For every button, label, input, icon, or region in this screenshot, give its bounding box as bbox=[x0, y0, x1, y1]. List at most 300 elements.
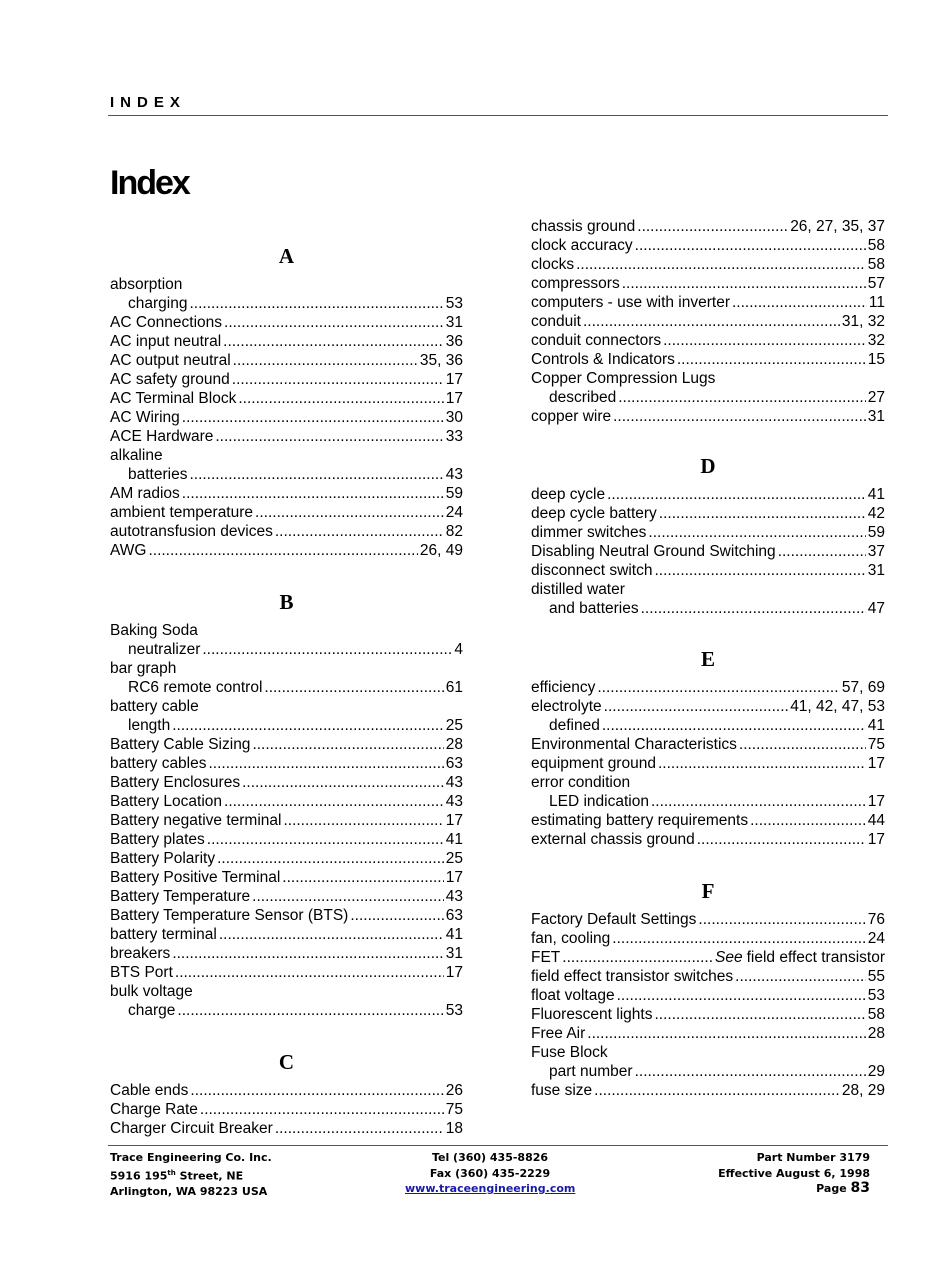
dot-leader bbox=[252, 887, 444, 906]
page-number: Page 83 bbox=[816, 1180, 870, 1196]
dot-leader bbox=[607, 485, 866, 504]
index-entry bbox=[531, 1081, 885, 1100]
index-term: LED indication bbox=[549, 793, 649, 810]
index-term: Fluorescent lights bbox=[531, 1006, 653, 1023]
index-term: Free Air bbox=[531, 1025, 586, 1042]
index-section-c bbox=[110, 1046, 463, 1138]
index-term: battery cable bbox=[110, 698, 199, 715]
fax: Fax (360) 435-2229 bbox=[429, 1166, 551, 1180]
index-entry bbox=[110, 522, 463, 541]
page-references: 58 bbox=[867, 1006, 885, 1023]
index-subentry bbox=[110, 716, 463, 735]
page-references: 53 bbox=[445, 295, 463, 312]
index-entry bbox=[531, 929, 885, 948]
index-term: Battery Location bbox=[110, 793, 223, 810]
page-references: 63 bbox=[445, 755, 463, 772]
index-entry bbox=[531, 407, 885, 426]
dot-leader bbox=[637, 217, 788, 236]
page-references: 47 bbox=[867, 600, 885, 617]
index-entry bbox=[110, 982, 463, 1001]
page-references: 37 bbox=[867, 543, 885, 560]
page-references: 17 bbox=[445, 812, 463, 829]
page-references: 24 bbox=[445, 504, 463, 521]
index-entry bbox=[110, 1119, 463, 1138]
index-section-a bbox=[110, 240, 463, 560]
page-references: 41 bbox=[445, 831, 463, 848]
dot-leader bbox=[562, 948, 713, 967]
page-references: 11 bbox=[868, 294, 885, 311]
dot-leader bbox=[232, 370, 444, 389]
dot-leader bbox=[604, 697, 789, 716]
index-entry bbox=[531, 580, 885, 599]
page-references: 44 bbox=[867, 812, 885, 829]
index-entry bbox=[531, 504, 885, 523]
index-entry bbox=[110, 332, 463, 351]
index-entry bbox=[110, 811, 463, 830]
dot-leader bbox=[189, 294, 443, 313]
dot-leader bbox=[622, 274, 866, 293]
index-entry bbox=[110, 275, 463, 294]
page-references: 61 bbox=[445, 679, 463, 696]
telephone: Tel (360) 435-8826 bbox=[431, 1151, 549, 1164]
index-entry bbox=[531, 350, 885, 369]
page-references: 4 bbox=[454, 641, 463, 658]
page-references: 82 bbox=[445, 523, 463, 540]
index-term: estimating battery requirements bbox=[531, 812, 749, 829]
dot-leader bbox=[677, 350, 866, 369]
dot-leader bbox=[732, 293, 867, 312]
index-term: BTS Port bbox=[110, 964, 173, 981]
index-term: dimmer switches bbox=[531, 524, 647, 541]
footer-contact bbox=[405, 1150, 575, 1197]
index-term: clocks bbox=[531, 256, 575, 273]
website-link[interactable]: www.traceengineering.com bbox=[405, 1182, 576, 1195]
footer-address bbox=[110, 1150, 272, 1199]
index-term: deep cycle bbox=[531, 486, 606, 503]
page-references: 25 bbox=[445, 850, 463, 867]
index-term: Battery Enclosures bbox=[110, 774, 241, 791]
dot-leader bbox=[233, 351, 418, 370]
index-subentry bbox=[531, 388, 885, 407]
index-entry bbox=[110, 351, 463, 370]
index-entry bbox=[531, 542, 885, 561]
dot-leader bbox=[613, 407, 866, 426]
index-term: AC Terminal Block bbox=[110, 390, 237, 407]
index-subentry bbox=[110, 465, 463, 484]
index-entry bbox=[531, 369, 885, 388]
index-term: chassis ground bbox=[531, 218, 636, 235]
index-entry bbox=[110, 773, 463, 792]
effective-date: Effective August 6, 1998 bbox=[718, 1166, 870, 1180]
index-section-continued bbox=[531, 217, 885, 426]
page-references: 17 bbox=[445, 390, 463, 407]
page-references: 57 bbox=[867, 275, 885, 292]
index-section-f bbox=[531, 875, 885, 1100]
footer-doc-info bbox=[718, 1150, 870, 1197]
index-term: deep cycle battery bbox=[531, 505, 657, 522]
page-references: 31 bbox=[445, 314, 463, 331]
dot-leader bbox=[612, 929, 865, 948]
index-entry bbox=[531, 312, 885, 331]
page-references: 33 bbox=[445, 428, 463, 445]
dot-leader bbox=[172, 716, 444, 735]
dot-leader bbox=[641, 599, 866, 618]
index-term: bulk voltage bbox=[110, 983, 193, 1000]
index-subentry bbox=[110, 678, 463, 697]
dot-leader bbox=[275, 522, 444, 541]
index-entry bbox=[531, 811, 885, 830]
dot-leader bbox=[242, 773, 444, 792]
index-entry bbox=[531, 1043, 885, 1062]
index-term: FET bbox=[531, 949, 561, 966]
page-references: 28 bbox=[867, 1025, 885, 1042]
page-references: 58 bbox=[867, 237, 885, 254]
index-entry bbox=[531, 948, 885, 967]
page-references: 59 bbox=[445, 485, 463, 502]
index-entry bbox=[110, 925, 463, 944]
page-references: 17 bbox=[445, 964, 463, 981]
index-subentry bbox=[110, 1001, 463, 1020]
index-entry bbox=[531, 274, 885, 293]
section-letter-heading: A bbox=[278, 244, 295, 268]
index-entry bbox=[531, 678, 885, 697]
dot-leader bbox=[255, 503, 444, 522]
dot-leader bbox=[617, 986, 866, 1005]
index-entry bbox=[110, 868, 463, 887]
index-entry bbox=[531, 255, 885, 274]
index-term: ACE Hardware bbox=[110, 428, 214, 445]
dot-leader bbox=[224, 792, 444, 811]
page-references: 76 bbox=[867, 911, 885, 928]
index-entry bbox=[531, 331, 885, 350]
dot-leader bbox=[282, 868, 443, 887]
page-references: 53 bbox=[867, 987, 885, 1004]
dot-leader bbox=[576, 255, 866, 274]
index-term: battery cables bbox=[110, 755, 207, 772]
page-references: 28 bbox=[445, 736, 463, 753]
index-entry bbox=[531, 293, 885, 312]
dot-leader bbox=[215, 427, 443, 446]
dot-leader bbox=[778, 542, 866, 561]
index-entry bbox=[531, 236, 885, 255]
page-references: 41 bbox=[867, 717, 885, 734]
page-references: 24 bbox=[867, 930, 885, 947]
index-entry bbox=[110, 389, 463, 408]
page-references: 43 bbox=[445, 888, 463, 905]
index-term: Battery Temperature bbox=[110, 888, 251, 905]
index-term: compressors bbox=[531, 275, 620, 292]
index-term: disconnect switch bbox=[531, 562, 653, 579]
index-entry bbox=[531, 217, 885, 236]
index-entry bbox=[110, 944, 463, 963]
index-entry bbox=[110, 659, 463, 678]
page-references: 75 bbox=[867, 736, 885, 753]
page-references: 57, 69 bbox=[841, 679, 885, 696]
index-term: defined bbox=[549, 717, 600, 734]
index-entry bbox=[531, 561, 885, 580]
index-section-d bbox=[531, 450, 885, 618]
index-term: charging bbox=[128, 295, 188, 312]
index-term: conduit bbox=[531, 313, 581, 330]
index-entry bbox=[110, 849, 463, 868]
dot-leader bbox=[651, 792, 866, 811]
page-references: 53 bbox=[445, 1002, 463, 1019]
section-letter-heading: F bbox=[701, 879, 715, 903]
dot-leader bbox=[663, 331, 866, 350]
index-term: charge bbox=[128, 1002, 176, 1019]
index-entry bbox=[531, 986, 885, 1005]
dot-leader bbox=[252, 735, 443, 754]
index-entry bbox=[110, 427, 463, 446]
index-term: Battery Cable Sizing bbox=[110, 736, 251, 753]
index-term: alkaline bbox=[110, 447, 163, 464]
index-term: part number bbox=[549, 1063, 633, 1080]
index-entry bbox=[110, 370, 463, 389]
index-entry bbox=[110, 963, 463, 982]
footer-divider bbox=[108, 1145, 888, 1146]
index-term: batteries bbox=[128, 466, 188, 483]
index-term: external chassis ground bbox=[531, 831, 695, 848]
dot-leader bbox=[739, 735, 866, 754]
page-references: 30 bbox=[445, 409, 463, 426]
dot-leader bbox=[698, 910, 865, 929]
page-references: 28, 29 bbox=[841, 1082, 885, 1099]
index-term: computers - use with inverter bbox=[531, 294, 730, 311]
section-letter-heading: E bbox=[700, 647, 715, 671]
index-entry bbox=[531, 910, 885, 929]
section-letter-heading: B bbox=[279, 590, 294, 614]
dot-leader bbox=[172, 944, 443, 963]
dot-leader bbox=[202, 640, 452, 659]
index-entry bbox=[531, 773, 885, 792]
index-entry bbox=[110, 887, 463, 906]
index-term: Controls & Indicators bbox=[531, 351, 675, 368]
index-term: autotransfusion devices bbox=[110, 523, 273, 540]
index-entry bbox=[531, 830, 885, 849]
index-term: conduit connectors bbox=[531, 332, 662, 349]
page-references: 41, 42, 47, 53 bbox=[790, 698, 885, 715]
section-header-label: INDEX bbox=[110, 94, 186, 111]
index-entry bbox=[110, 830, 463, 849]
index-term: AM radios bbox=[110, 485, 180, 502]
dot-leader bbox=[658, 754, 866, 773]
index-section-e bbox=[531, 643, 885, 849]
dot-leader bbox=[200, 1100, 444, 1119]
index-term: AC Wiring bbox=[110, 409, 180, 426]
index-entry bbox=[110, 735, 463, 754]
index-term: Charger Circuit Breaker bbox=[110, 1120, 273, 1137]
dot-leader bbox=[350, 906, 443, 925]
page-references: 17 bbox=[445, 869, 463, 886]
index-term: Copper Compression Lugs bbox=[531, 370, 716, 387]
page-references: 17 bbox=[867, 793, 885, 810]
index-term: Battery negative terminal bbox=[110, 812, 282, 829]
index-entry bbox=[531, 735, 885, 754]
dot-leader bbox=[735, 967, 866, 986]
index-entry bbox=[531, 754, 885, 773]
index-entry bbox=[110, 754, 463, 773]
page-references: 26 bbox=[445, 1082, 463, 1099]
index-term: Factory Default Settings bbox=[531, 911, 697, 928]
index-term: absorption bbox=[110, 276, 183, 293]
index-entry bbox=[531, 523, 885, 542]
index-term: bar graph bbox=[110, 660, 177, 677]
page-title: Index bbox=[110, 164, 189, 202]
index-entry bbox=[110, 313, 463, 332]
index-term: efficiency bbox=[531, 679, 596, 696]
page-references: 15 bbox=[867, 351, 885, 368]
index-term: clock accuracy bbox=[531, 237, 633, 254]
dot-leader bbox=[190, 1081, 443, 1100]
dot-leader bbox=[223, 332, 444, 351]
index-entry bbox=[110, 697, 463, 716]
dot-leader bbox=[659, 504, 866, 523]
index-entry bbox=[110, 408, 463, 427]
dot-leader bbox=[207, 830, 444, 849]
page-references: 18 bbox=[445, 1120, 463, 1137]
index-term: AC safety ground bbox=[110, 371, 230, 388]
index-term: AC Connections bbox=[110, 314, 223, 331]
index-entry bbox=[110, 446, 463, 465]
section-letter-heading: C bbox=[278, 1050, 295, 1074]
dot-leader bbox=[209, 754, 444, 773]
index-term: fan, cooling bbox=[531, 930, 611, 947]
index-term: Charge Rate bbox=[110, 1101, 198, 1118]
index-term: Baking Soda bbox=[110, 622, 198, 639]
page-references: 17 bbox=[867, 831, 885, 848]
index-term: AC input neutral bbox=[110, 333, 222, 350]
index-entry bbox=[110, 1081, 463, 1100]
page-references: 36 bbox=[445, 333, 463, 350]
index-term: neutralizer bbox=[128, 641, 201, 658]
index-entry bbox=[531, 485, 885, 504]
page-references: 32 bbox=[867, 332, 885, 349]
dot-leader bbox=[177, 1001, 443, 1020]
page-references: 31, 32 bbox=[841, 313, 885, 330]
dot-leader bbox=[264, 678, 443, 697]
index-term: error condition bbox=[531, 774, 631, 791]
page-references: 43 bbox=[445, 466, 463, 483]
index-term: Battery plates bbox=[110, 831, 205, 848]
dot-leader bbox=[618, 388, 866, 407]
page-references: 41 bbox=[867, 486, 885, 503]
dot-leader bbox=[217, 849, 444, 868]
page-references: 42 bbox=[867, 505, 885, 522]
index-term: copper wire bbox=[531, 408, 612, 425]
page-references: 55 bbox=[867, 968, 885, 985]
page-references: field effect transistor bbox=[746, 949, 885, 966]
page-references: 26, 27, 35, 37 bbox=[790, 218, 885, 235]
dot-leader bbox=[597, 678, 840, 697]
dot-leader bbox=[283, 811, 443, 830]
see-reference: See bbox=[714, 949, 743, 966]
index-entry bbox=[110, 503, 463, 522]
dot-leader bbox=[148, 541, 417, 560]
index-term: equipment ground bbox=[531, 755, 656, 772]
page-references: 31 bbox=[867, 408, 885, 425]
index-subentry bbox=[110, 640, 463, 659]
page-references: 59 bbox=[867, 524, 885, 541]
index-term: Battery Temperature Sensor (BTS) bbox=[110, 907, 349, 924]
dot-leader bbox=[238, 389, 443, 408]
index-entry bbox=[531, 967, 885, 986]
page-references: 75 bbox=[445, 1101, 463, 1118]
index-term: ambient temperature bbox=[110, 504, 254, 521]
index-term: breakers bbox=[110, 945, 171, 962]
page-references: 31 bbox=[445, 945, 463, 962]
index-term: Battery Polarity bbox=[110, 850, 216, 867]
header-divider bbox=[108, 115, 888, 116]
index-term: Disabling Neutral Ground Switching bbox=[531, 543, 776, 560]
dot-leader bbox=[219, 925, 444, 944]
dot-leader bbox=[224, 313, 444, 332]
section-letter-heading: D bbox=[700, 454, 716, 478]
dot-leader bbox=[182, 408, 444, 427]
page-references: 27 bbox=[867, 389, 885, 406]
index-term: AC output neutral bbox=[110, 352, 231, 369]
index-term: length bbox=[128, 717, 171, 734]
index-term: fuse size bbox=[531, 1082, 593, 1099]
index-term: Fuse Block bbox=[531, 1044, 608, 1061]
index-entry bbox=[110, 906, 463, 925]
index-subentry bbox=[531, 599, 885, 618]
index-term: field effect transistor switches bbox=[531, 968, 734, 985]
index-section-b bbox=[110, 586, 463, 1020]
page-references: 29 bbox=[867, 1063, 885, 1080]
page-references: 31 bbox=[867, 562, 885, 579]
dot-leader bbox=[583, 312, 840, 331]
index-subentry bbox=[531, 1062, 885, 1081]
index-term: described bbox=[549, 389, 617, 406]
index-entry bbox=[110, 1100, 463, 1119]
index-term: RC6 remote control bbox=[128, 679, 263, 696]
dot-leader bbox=[648, 523, 865, 542]
index-term: Environmental Characteristics bbox=[531, 736, 737, 753]
page-references: 41 bbox=[445, 926, 463, 943]
city-address: Arlington, WA 98223 USA bbox=[110, 1184, 268, 1198]
dot-leader bbox=[602, 716, 866, 735]
index-term: and batteries bbox=[549, 600, 639, 617]
index-term: electrolyte bbox=[531, 698, 602, 715]
company-name: Trace Engineering Co. Inc. bbox=[110, 1151, 272, 1164]
dot-leader bbox=[587, 1024, 865, 1043]
dot-leader bbox=[182, 484, 444, 503]
page-references: 63 bbox=[445, 907, 463, 924]
dot-leader bbox=[635, 1062, 866, 1081]
dot-leader bbox=[635, 236, 866, 255]
index-subentry bbox=[531, 792, 885, 811]
dot-leader bbox=[654, 1005, 865, 1024]
index-entry bbox=[531, 1005, 885, 1024]
page-references: 43 bbox=[445, 793, 463, 810]
dot-leader bbox=[697, 830, 866, 849]
index-entry bbox=[110, 541, 463, 560]
index-term: distilled water bbox=[531, 581, 625, 598]
index-term: float voltage bbox=[531, 987, 615, 1004]
page-references: 58 bbox=[867, 256, 885, 273]
index-term: battery terminal bbox=[110, 926, 217, 943]
dot-leader bbox=[189, 465, 443, 484]
index-term: AWG bbox=[110, 542, 147, 559]
page-references: 35, 36 bbox=[419, 352, 463, 369]
index-entry bbox=[531, 697, 885, 716]
index-entry bbox=[531, 1024, 885, 1043]
index-entry bbox=[110, 484, 463, 503]
index-term: Battery Positive Terminal bbox=[110, 869, 281, 886]
index-entry bbox=[110, 792, 463, 811]
dot-leader bbox=[275, 1119, 444, 1138]
dot-leader bbox=[750, 811, 866, 830]
